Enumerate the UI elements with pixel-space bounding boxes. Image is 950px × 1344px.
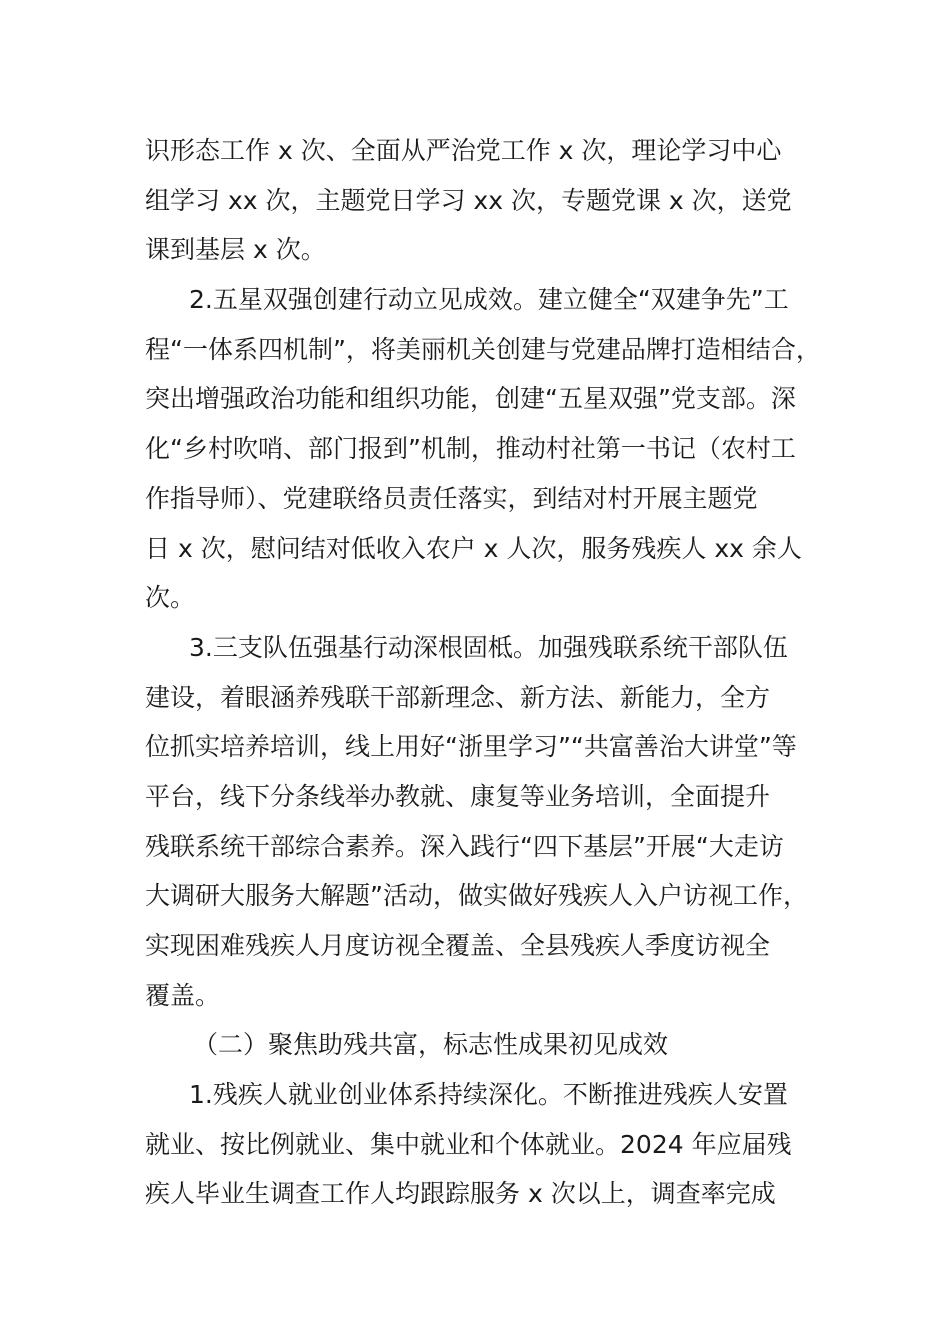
paragraph-heading-line: 3.三支队伍强基行动深根固柢。加强残联系统干部队伍: [189, 632, 788, 662]
text-line: 就业、按比例就业、集中就业和个体就业。2024 年应届残: [145, 1129, 792, 1159]
section-heading: （二）聚焦助残共富，标志性成果初见成效: [193, 1030, 669, 1060]
text-line: 组学习 xx 次，主题党日学习 xx 次，专题党课 x 次，送党: [145, 185, 792, 215]
paragraph-heading-line: 2.五星双强创建行动立见成效。建立健全“双建争先”工: [189, 285, 789, 315]
text-line: 覆盖。: [145, 980, 221, 1010]
text-line: 日 x 次，慰问结对低收入农户 x 人次，服务残疾人 xx 余人: [145, 533, 802, 563]
text-line: 次。: [145, 583, 196, 613]
paragraph-heading-line: 1.残疾人就业创业体系持续深化。不断推进残疾人安置: [189, 1080, 788, 1110]
document-body: [145, 126, 835, 1219]
text-line: 大调研大服务大解题”活动，做实做好残疾人入户访视工作，: [145, 881, 808, 911]
text-line: 程“一体系四机制”，将美丽机关创建与党建品牌打造相结合，: [145, 334, 821, 364]
text-line: 化“乡村吹哨、部门报到”机制，推动村社第一书记（农村工: [145, 434, 796, 464]
text-line: 作指导师）、党建联络员责任落实，到结对村开展主题党: [145, 483, 758, 513]
text-line: 残联系统干部综合素养。深入践行“四下基层”开展“大走访: [145, 831, 784, 861]
text-line: 课到基层 x 次。: [145, 235, 326, 265]
text-line: 位抓实培养培训，线上用好“浙里学习”“共富善治大讲堂”等: [145, 732, 797, 762]
text-line: 实现困难残疾人月度访视全覆盖、全县残疾人季度访视全: [145, 931, 771, 960]
text-line: 突出增强政治功能和组织功能，创建“五星双强”党支部。深: [145, 384, 796, 414]
text-line: 识形态工作 x 次、全面从严治党工作 x 次，理论学习中心: [145, 136, 782, 165]
text-line: 建设，着眼涵养残联干部新理念、新方法、新能力，全方: [145, 682, 771, 712]
text-line: 平台，线下分条线举办教就、康复等业务培训，全面提升: [145, 781, 771, 811]
text-line: 疾人毕业生调查工作人均跟踪服务 x 次以上，调查率完成: [145, 1179, 776, 1209]
